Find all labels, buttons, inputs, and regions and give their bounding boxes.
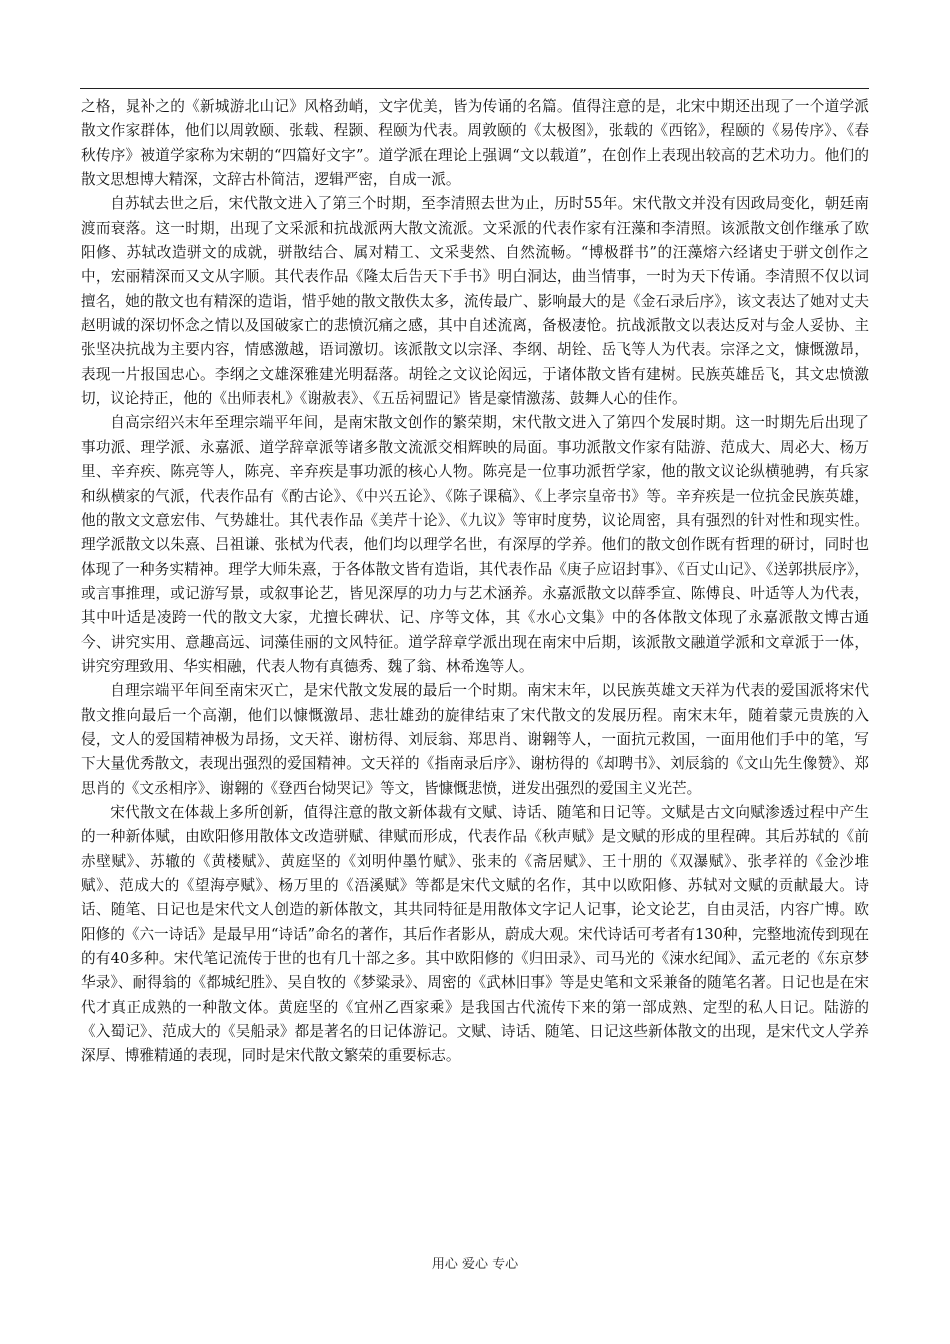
body-text [81,95,869,1069]
page-footer: 用心 爱心 专心 [431,1257,519,1272]
paragraph-continuation: 之格，晁补之的《新城游北山记》风格劲峭，文字优美，皆为传诵的名篇。值得注意的是，北宋中期还出现了一个道学派散文作家群体，他们以周敦颐、张载、程颢、程颐为代表。周敦颐的《太极图》，张载的《西铭》，程颐的《易传序》、《春秋传序》被道学家称为宋朝的“四篇好文字”。道学派在理论上强调“文以载道”，在创作上表现出较高的艺术功力。他们的散文思想博大精深，文辞古朴简洁，逻辑严密，自成一派。 [81,98,869,189]
paragraph-fourth-period: 自高宗绍兴末年至理宗端平年间，是南宋散文创作的繁荣期，宋代散文进入了第四个发展时期。这一时期先后出现了事功派、理学派、永嘉派、道学辞章派等诸多散文流派交相辉映的局面。事功派散文作家有陆游、范成大、周必大、杨万里、辛弃疾、陈亮等人，陈亮、辛弃疾是事功派的核心人物。陈亮是一位事功派哲学家，他的散文议论纵横驰骋，有兵家和纵横家的气派，代表作品有《酌古论》、《中兴五论》、《陈子课稿》、《上孝宗皇帝书》等。辛弃疾是一位抗金民族英雄，他的散文文意宏伟、气势雄壮。其代表作品《美芹十论》、《九议》等审时度势，议论周密，具有强烈的针对性和现实性。理学派散文以朱熹、吕祖谦、张栻为代表，他们均以理学名世，有深厚的学养。他们的散文创作既有哲理的研讨，同时也体现了一种务实精神。理学大师朱熹，于各体散文皆有造诣，其代表作品《庚子应诏封事》、《百丈山记》、《送郭拱辰序》，或言事推理，或记游写景，或叙事论艺，皆见深厚的功力与艺术涵养。永嘉派散文以薛季宣、陈傅良、叶适等人为代表，其中叶适是凌跨一代的散文大家，尤擅长碑状、记、序等文体，其《水心文集》中的各体散文体现了永嘉派散文博古通今、讲究实用、意趣高远、词藻佳丽的文风特征。道学辞章学派出现在南宋中后期，该派散文融道学派和文章派于一体，讲究穷理致用、华实相融，代表人物有真德秀、魏了翁、林希逸等人。 [81,414,869,675]
paragraph-third-period: 自苏轼去世之后，宋代散文进入了第三个时期，至李清照去世为止，历时55年。宋代散文并没有因政局变化，朝廷南渡而衰落。这一时期，出现了文采派和抗战派两大散文流派。文采派的代表作家有汪藻和李清照。该派散文创作继承了欧阳修、苏轼改造骈文的成就，骈散结合、属对精工、文采斐然、自然流畅。“博极群书”的汪藻熔六经诸史于骈文创作之中，宏丽精深而又文从字顺。其代表作品《隆太后告天下手书》明白洞达，曲当情事，一时为天下传诵。李清照不仅以词擅名，她的散文也有精深的造诣，惜乎她的散文散佚太多，流传最广、影响最大的是《金石录后序》，该文表达了她对丈夫赵明诚的深切怀念之情以及国破家亡的悲愤沉痛之感，其中自述流离，备极凄怆。抗战派散文以表达反对与金人妥协、主张坚决抗战为主要内容，情感激越，语词激切。该派散文以宗泽、李纲、胡铨、岳飞等人为代表。宗泽之文，慷慨激昂，表现一片报国忠心。李纲之文雄深雅建光明磊落。胡铨之文议论闳远，于诸体散文皆有建树。民族英雄岳飞，其文忠愤激切，议论持正，他的《出师表札》《谢赦表》、《五岳祠盟记》皆是豪情激荡、鼓舞人心的佳作。 [81,195,869,408]
paragraph-final-period: 自理宗端平年间至南宋灭亡，是宋代散文发展的最后一个时期。南宋末年，以民族英雄文天祥为代表的爱国派将宋代散文推向最后一个高潮，他们以慷慨激昂、悲壮雄劲的旋律结束了宋代散文的发展历程。南宋末年，随着蒙元贵族的入侵，文人的爱国精神极为昂扬，文天祥、谢枋得、刘辰翁、郑思肖、谢翱等人，一面抗元救国，一面用他们手中的笔，写下大量优秀散文，表现出强烈的爱国精神。文天祥的《指南录后序》、谢枋得的《却聘书》、刘辰翁的《文山先生像赞》、郑思肖的《文丞相序》、谢翱的《登西台恸哭记》等文，皆慷慨悲愤，迸发出强烈的爱国主义光芒。 [81,682,869,797]
header-rule [80,88,869,89]
paragraph-new-genres: 宋代散文在体裁上多所创新，值得注意的散文新体裁有文赋、诗话、随笔和日记等。文赋是古文向赋渗透过程中产生的一种新体赋，由欧阳修用散体文改造骈赋、律赋而形成，代表作品《秋声赋》是文赋的形成的里程碑。其后苏轼的《前赤壁赋》、苏辙的《黄楼赋》、黄庭坚的《刘明仲墨竹赋》、张耒的《斋居赋》、王十朋的《双瀑赋》、张孝祥的《金沙堆赋》、范成大的《望海亭赋》、杨万里的《浯溪赋》等都是宋代文赋的名作，其中以欧阳修、苏轼对文赋的贡献最大。诗话、随笔、日记也是宋代文人创造的新体散文，其共同特征是用散体文字记人记事，论文论艺，自由灵活，内容广博。欧阳修的《六一诗话》是最早用“诗话”命名的著作，其后作者影从，蔚成大观。宋代诗话可考者有130种，完整地流传到现在的有40多种。宋代笔记流传于世的也有几十部之多。其中欧阳修的《归田录》、司马光的《涑水纪闻》、孟元老的《东京梦华录》、耐得翁的《都城纪胜》、吴自牧的《梦粱录》、周密的《武林旧事》等是史笔和文采兼备的随笔名著。日记也是在宋代才真正成熟的一种散文体。黄庭坚的《宜州乙酉家乘》是我国古代流传下来的第一部成熟、定型的私人日记。陆游的《入蜀记》、范成大的《吴船录》都是著名的日记体游记。文赋、诗话、随笔、日记这些新体散文的出现，是宋代文人学养深厚、博雅精通的表现，同时是宋代散文繁荣的重要标志。 [81,803,869,1065]
